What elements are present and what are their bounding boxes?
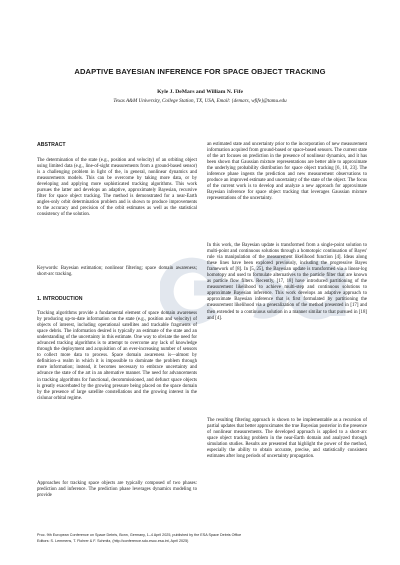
footer-line: Editors: S. Lemmens, T. Flohrer & F. Schmitz, (http://conference.sdo.esoc.esa.int, April 2025) (37, 538, 189, 543)
right-column-paragraph-1: an estimated state and uncertainty prior to the incorporation of new measurement information acquired from ground-based or space-based sensors. The current state of the art focuses on prediction in the presence of nonlinear dynamics, and it has been shown that Gaussian mixture representations are better able to approximate the underlying probability distribution for space object tracking [6, 10, 23]. The inference phase ingests the prediction and new measurement observations to produce an improved estimate and uncertainty of the state of the object. The focus of the current work is to develop and analyze a new approach for approximate Bayesian inference for space object tracking that leverages Gaussian mixture representations of the uncertainty. (207, 142, 367, 202)
proceedings-footer (37, 533, 367, 544)
introduction-heading: 1. INTRODUCTION (37, 296, 83, 302)
abstract-heading: ABSTRACT (37, 142, 66, 148)
right-column-paragraph-3: The resulting filtering approach is shown to be implementable as a recursion of partial updates that better approximates the true Bayesian posterior in the presence of nonlinear measurements. The developed approach is applied to a short-arc space object tracking problem in the near-Earth domain and analyzed through simulation studies. Results are presented that highlight the power of the method, especially the ability to obtain accurate, precise, and statistically consistent estimates after long periods of uncertainty propagation. (207, 418, 367, 460)
abstract-text: The determination of the state (e.g., position and velocity) of an orbiting object using limited data (e.g., line-of-sight measurements from a ground-based sensor) is a challenging problem in light of the, in general, nonlinear dynamics and measurements models. This can be overcome by taking more data, or by developing and applying more sophisticated tracking algorithms. This work pursues the latter and develops an adaptive, approximately Bayesian, recursive filter for space object tracking. The method is demonstrated for a near-Earth angles-only orbit determination problem and is shown to produce improvements to the accuracy and precision of the orbit estimates as well as the statistical consistency of the solution. (37, 158, 197, 218)
introduction-paragraph-2: Approaches for tracking space objects are typically composed of two phases: prediction and inference. The prediction phase leverages dynamics modeling to provide (37, 481, 197, 499)
keywords: Keywords: Bayesian estimation; nonlinear filtering; space domain awareness; short-arc tracking. (37, 266, 197, 278)
paper-title: ADAPTIVE BAYESIAN INFERENCE FOR SPACE OBJECT TRACKING (74, 67, 326, 76)
right-column-paragraph-2: In this work, the Bayesian update is transformed from a single-point solution to multi-point and continuous solutions through a homotopic continuation of Bayes' rule via manipulation of the measurement likelihood function [4]. Ideas along these lines have been explored previously, including the progressive Bayes framework of [8]. In [5, 25], the Bayesian update is transformed via a linear-log homotopy and used to formulate alternatives to the particle filter that are known as particle flow filters. Recently, [17, 18] have introduced partitioning of the measurement likelihood to achieve multi-step and continuous solutions to approximate Bayesian inference. This work develops an adaptive approach to approximate Bayesian inference that is first formulated by partitioning the measurement likelihood via a generalization of the method presented in [17] and then extended to a continuous solution in a manner similar to that pursued in [18] and [4]. (207, 243, 367, 321)
author-affiliation: Texas A&M University, College Station, TX, USA, Email: {demars, wfife}@tamu.edu (113, 98, 287, 104)
introduction-paragraph-1: Tracking algorithms provide a fundamental element of space domain awareness by producing up-to-date information on the state (e.g., position and velocity) of objects of interest, including operational satellites and trackable fragments of space debris. The information desired is typically an estimate of the state and an understanding of the uncertainty in this estimate. One way to obviate the need for advanced tracking algorithms is to attempt to overcome any lack of knowledge through the deployment and acquisition of an ever-increasing number of sensors to collect more data to process. Space domain awareness is—almost by definition–a realm in which it is impossible to dominate the problem through more information; instead, it becomes necessary to embrace uncertainty and advance the state of the art in an alternative manner. The need for advancements in tracking algorithms for functional, decommissioned, and defunct space objects is greatly exacerbated by the growing pressure being placed on the space domain by the presence of large satellite constellations and the growing interest in the cislunar orbital regime. (37, 311, 197, 401)
author-names: Kyle J. DeMars and William N. Fife (157, 89, 243, 95)
footer-line: Proc. 9th European Conference on Space Debris, Bonn, Germany, 1–4 April 2025, published by the ESA Space Debris Office (37, 533, 242, 537)
